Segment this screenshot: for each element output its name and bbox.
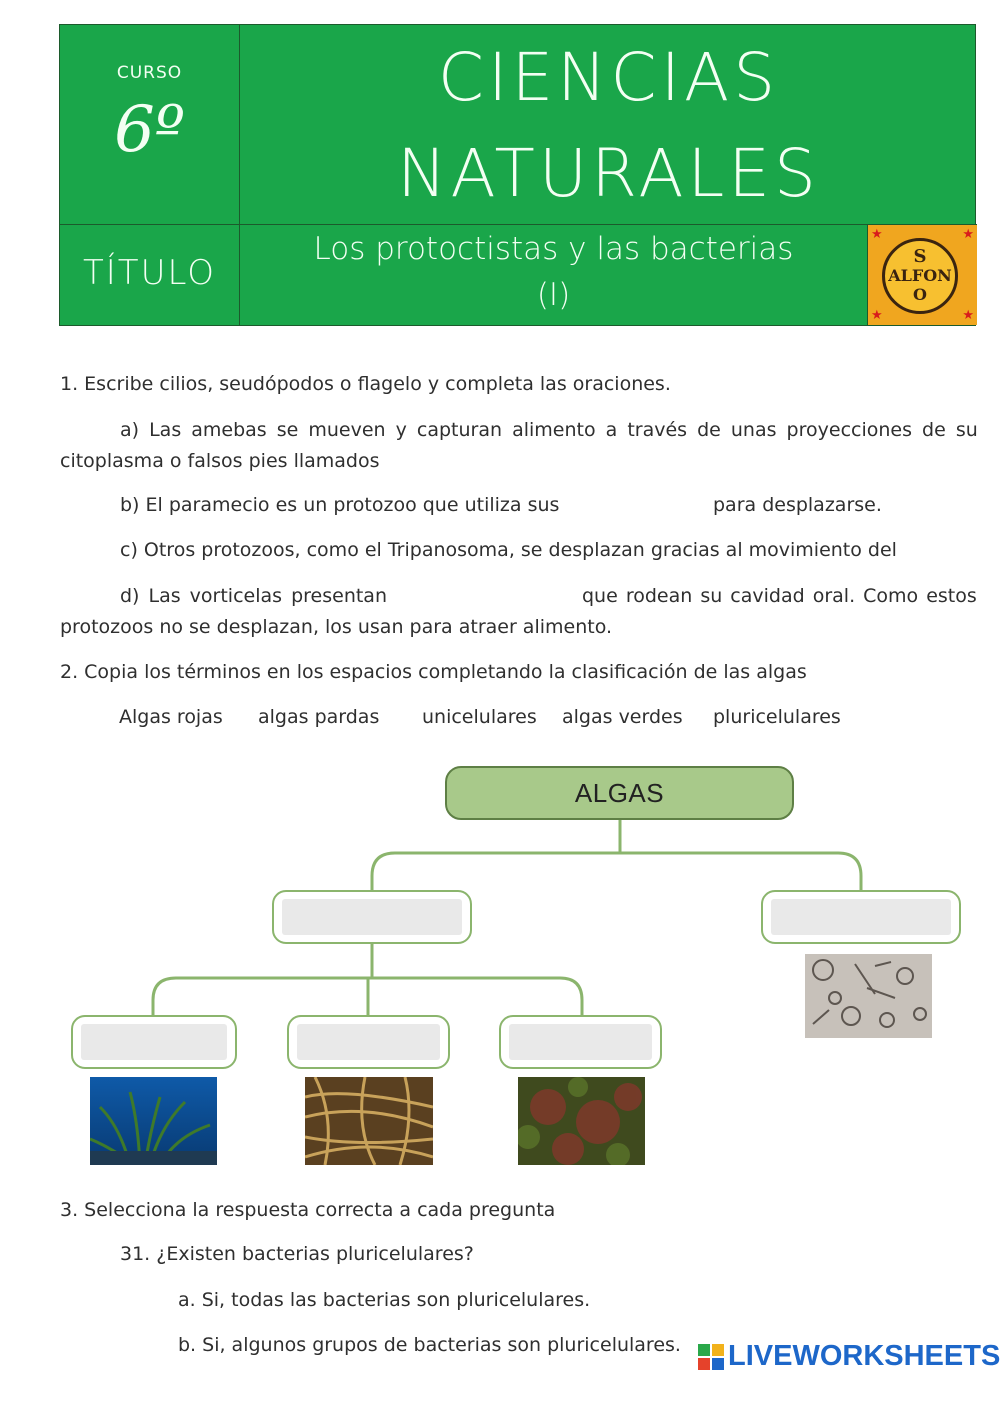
question-1d-line-2: protozoos no se desplazan, los usan para atraer alimento. xyxy=(60,616,613,638)
algas-root-label: ALGAS xyxy=(574,778,665,808)
subtitle-line-2: (I) xyxy=(536,277,571,313)
term-algas-pardas: algas pardas xyxy=(258,706,380,728)
question-2-prompt: 2. Copia los términos en los espacios completando la clasificación de las algas xyxy=(60,661,807,683)
logo-emblem: S ALFON O xyxy=(882,238,958,314)
answer-box-algae-2[interactable] xyxy=(287,1015,450,1069)
title-line-2: NATURALES xyxy=(397,135,820,212)
subtitle-line-1: Los protoctistas y las bacterias xyxy=(313,231,794,267)
answer-box-pluricelulares[interactable] xyxy=(272,890,472,944)
answer-box-algae-3[interactable] xyxy=(499,1015,662,1069)
term-pluricelulares: pluricelulares xyxy=(713,706,841,728)
option-a[interactable]: a. Si, todas las bacterias son pluricelulares. xyxy=(178,1289,591,1311)
question-1-prompt: 1. Escribe cilios, seudópodos o flagelo y completa las oraciones. xyxy=(60,373,671,395)
question-1c: c) Otros protozoos, como el Tripanosoma, se desplazan gracias al movimiento del xyxy=(120,539,897,561)
question-1b-part-2: para desplazarse. xyxy=(713,494,882,516)
title-line-1: CIENCIAS xyxy=(437,39,780,116)
red-algae-photo xyxy=(518,1077,645,1165)
curso-value: 6º xyxy=(114,93,185,167)
question-31: 31. ¿Existen bacterias pluricelulares? xyxy=(120,1243,474,1265)
term-unicelulares: unicelulares xyxy=(422,706,537,728)
star-icon: ★ xyxy=(871,227,883,242)
star-icon: ★ xyxy=(962,308,974,323)
star-icon: ★ xyxy=(871,308,883,323)
titulo-label: TÍTULO xyxy=(83,253,216,293)
answer-box-unicelulares[interactable] xyxy=(761,890,961,944)
star-icon: ★ xyxy=(962,227,974,242)
answer-box-algae-1[interactable] xyxy=(71,1015,237,1069)
question-3-prompt: 3. Selecciona la respuesta correcta a cada pregunta xyxy=(60,1199,556,1221)
brown-algae-photo xyxy=(305,1077,433,1165)
question-1a-line-1: a) Las amebas se mueven y capturan alimento a través de unas proyecciones de su xyxy=(120,419,978,441)
question-1b-part-1: b) El paramecio es un protozoo que utiliza sus xyxy=(120,494,560,516)
seagrass-photo xyxy=(90,1077,217,1165)
liveworksheets-wordmark: LIVEWORKSHEETS xyxy=(728,1340,1000,1372)
question-1a-line-2: citoplasma o falsos pies llamados xyxy=(60,450,380,472)
curso-label: CURSO xyxy=(116,63,183,83)
term-algas-verdes: algas verdes xyxy=(562,706,683,728)
question-1d-part-2: que rodean su cavidad oral. Como estos xyxy=(582,585,977,607)
option-b[interactable]: b. Si, algunos grupos de bacterias son pluricelulares. xyxy=(178,1334,681,1356)
liveworksheets-icon xyxy=(698,1344,724,1370)
question-1d-part-1: d) Las vorticelas presentan xyxy=(120,585,387,607)
unicellular-algae-photo xyxy=(805,954,932,1038)
algas-root-node xyxy=(445,766,794,820)
term-algas-rojas: Algas rojas xyxy=(119,706,223,728)
